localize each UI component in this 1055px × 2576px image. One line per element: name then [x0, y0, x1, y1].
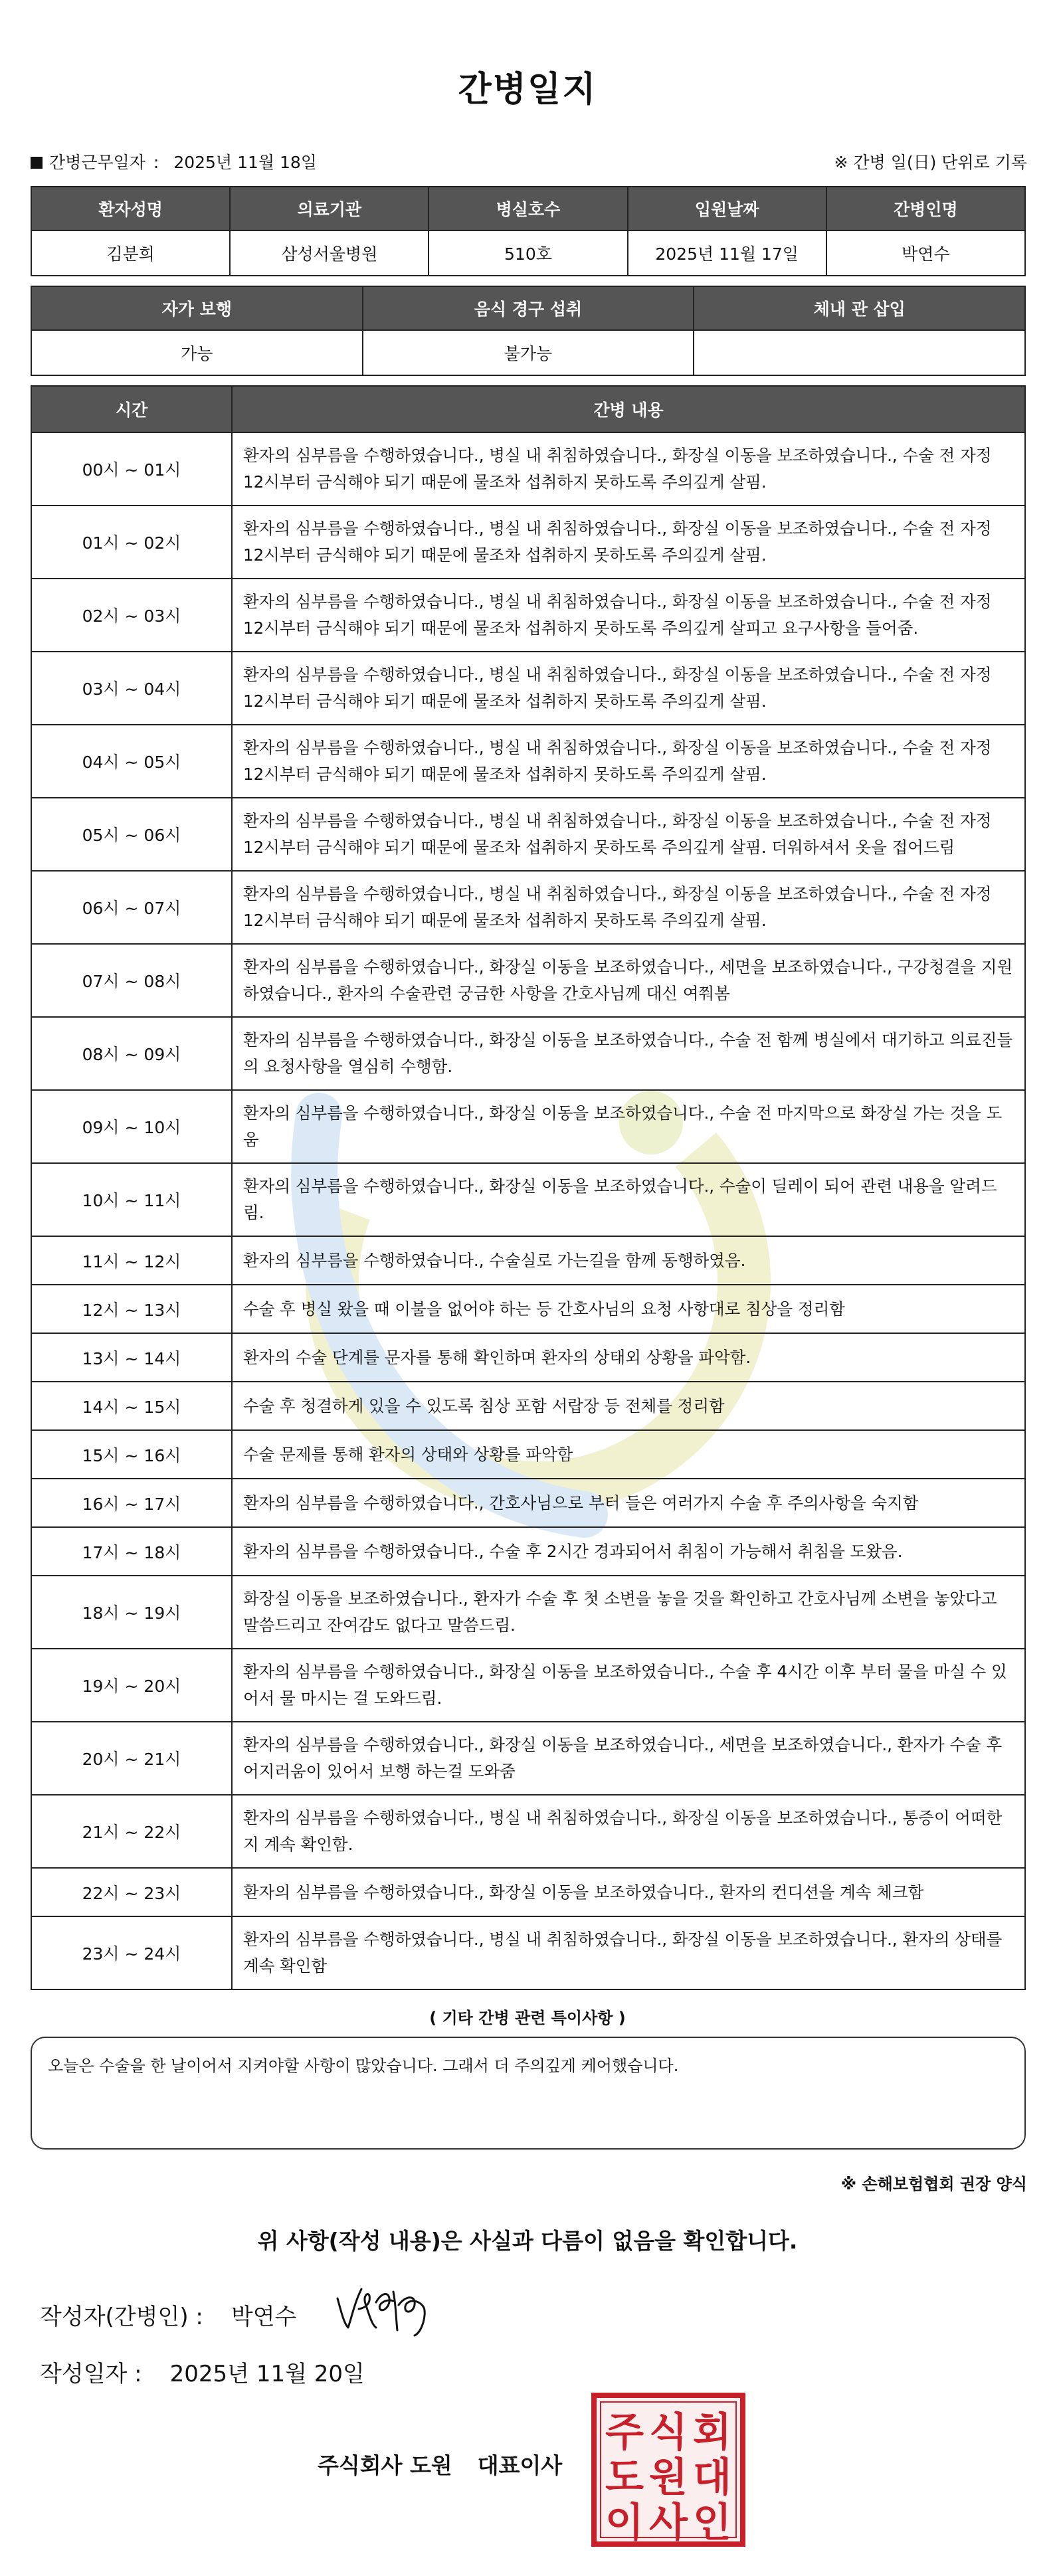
- confirmation-statement: 위 사항(작성 내용)은 사실과 다름이 없음을 확인합니다.: [257, 2228, 798, 2254]
- row-time: 03시 ~ 04시: [31, 652, 232, 725]
- written-date-label: 작성일자 :: [40, 2361, 142, 2387]
- table-row: [31, 432, 1025, 506]
- writer-label: 작성자(간병인) :: [40, 2304, 203, 2330]
- row-time: 01시 ~ 02시: [31, 506, 232, 579]
- table-row: [31, 1236, 1025, 1285]
- row-content: 환자의 심부름을 수행하였습니다., 병실 내 취침하였습니다., 화장실 이동을 보조하였습니다., 통증이 어떠한지 계속 확인함.: [232, 1795, 1025, 1868]
- row-time: 21시 ~ 22시: [31, 1795, 232, 1868]
- row-content: 환자의 심부름을 수행하였습니다., 간호사님으로 부터 들은 여러가지 수술 후 주의사항을 숙지함: [232, 1479, 1025, 1527]
- row-content: 환자의 심부름을 수행하였습니다., 수술실로 가는길을 함께 동행하였음.: [232, 1236, 1025, 1285]
- work-date-colon: :: [153, 153, 159, 172]
- row-content: 환자의 심부름을 수행하였습니다., 화장실 이동을 보조하였습니다., 세면을 보조하였습니다., 구강청결을 지원하였습니다., 환자의 수술관련 궁금한 사항을 간호사님께 대신 여쭤봄: [232, 944, 1025, 1017]
- square-bullet-icon: [31, 157, 43, 169]
- row-time: 20시 ~ 21시: [31, 1722, 232, 1795]
- caregiver-value: 박연수: [826, 230, 1025, 276]
- work-date-value: 2025년 11월 18일: [173, 153, 317, 172]
- row-time: 10시 ~ 11시: [31, 1163, 232, 1236]
- row-content: 환자의 심부름을 수행하였습니다., 화장실 이동을 보조하였습니다., 세면을 보조하였습니다., 환자가 수술 후 어지러움이 있어서 보행 하는걸 도와줌: [232, 1722, 1025, 1795]
- tube-value: [694, 330, 1025, 375]
- table-row: [31, 506, 1025, 579]
- table-row: [31, 1163, 1025, 1236]
- table-row: [31, 579, 1025, 652]
- admission-date-value: 2025년 11월 17일: [628, 230, 826, 276]
- patient-info-header-row: [31, 187, 1025, 230]
- table-row: [31, 1722, 1025, 1795]
- handwritten-signature-icon: [332, 2272, 438, 2338]
- table-row: [31, 1090, 1025, 1163]
- row-content: 환자의 심부름을 수행하였습니다., 병실 내 취침하였습니다., 화장실 이동을 보조하였습니다., 수술 전 자정 12시부터 금식해야 되기 때문에 물조차 섭취하지 못하도록 주의깊게 살핌.: [232, 725, 1025, 798]
- row-time: 14시 ~ 15시: [31, 1382, 232, 1430]
- table-row: [31, 798, 1025, 871]
- table-row: [31, 1795, 1025, 1868]
- written-date-value: 2025년 11월 20일: [169, 2361, 365, 2387]
- svg-text:회: 회: [693, 2409, 731, 2456]
- row-content: 환자의 심부름을 수행하였습니다., 수술 후 2시간 경과되어서 취침이 가능해서 취침을 도왔음.: [232, 1527, 1025, 1576]
- row-time: 18시 ~ 19시: [31, 1576, 232, 1649]
- table-row: [31, 725, 1025, 798]
- svg-text:주: 주: [605, 2409, 644, 2456]
- row-content: 환자의 심부름을 수행하였습니다., 화장실 이동을 보조하였습니다., 수술이 딜레이 되어 관련 내용을 알려드림.: [232, 1163, 1025, 1236]
- row-content: 수술 후 청결하게 있을 수 있도록 침상 포함 서랍장 등 전체를 정리함: [232, 1382, 1025, 1430]
- writer-name: 박연수: [231, 2304, 297, 2330]
- row-content: 환자의 심부름을 수행하였습니다., 병실 내 취침하였습니다., 화장실 이동을 보조하였습니다., 수술 전 자정 12시부터 금식해야 되기 때문에 물조차 섭취하지 못하도록 주의깊게 살피고 요구사항을 들어줌.: [232, 579, 1025, 652]
- row-time: 04시 ~ 05시: [31, 725, 232, 798]
- row-content: 환자의 심부름을 수행하였습니다., 병실 내 취침하였습니다., 화장실 이동을 보조하였습니다., 수술 전 자정 12시부터 금식해야 되기 때문에 물조차 섭취하지 못하도록 주의깊게 살핌.: [232, 506, 1025, 579]
- patient-info-table: [31, 186, 1026, 276]
- patient-name-value: 김분희: [31, 230, 230, 276]
- row-time: 11시 ~ 12시: [31, 1236, 232, 1285]
- patient-info-value-row: [31, 230, 1025, 276]
- caregiver-header: 간병인명: [826, 187, 1025, 230]
- table-row: [31, 1649, 1025, 1722]
- table-row: [31, 1017, 1025, 1090]
- row-time: 16시 ~ 17시: [31, 1479, 232, 1527]
- row-content: 환자의 수술 단계를 문자를 통해 확인하며 환자의 상태외 상황을 파악함.: [232, 1333, 1025, 1382]
- patient-status-table: [31, 286, 1026, 376]
- admission-date-header: 입원날짜: [628, 187, 826, 230]
- room-value: 510호: [429, 230, 627, 276]
- table-row: [31, 652, 1025, 725]
- patient-name-header: 환자성명: [31, 187, 230, 230]
- oral-intake-header: 음식 경구 섭취: [363, 286, 694, 330]
- svg-text:도: 도: [605, 2454, 644, 2501]
- row-time: 23시 ~ 24시: [31, 1916, 232, 1989]
- svg-text:인: 인: [693, 2500, 731, 2546]
- special-notes-box: [31, 2037, 1026, 2150]
- row-time: 17시 ~ 18시: [31, 1527, 232, 1576]
- table-row: [31, 1430, 1025, 1479]
- work-date-label: 간병근무일자: [49, 153, 145, 172]
- hospital-header: 의료기관: [230, 187, 429, 230]
- row-content: 화장실 이동을 보조하였습니다., 환자가 수술 후 첫 소변을 놓을 것을 확인하고 간호사님께 소변을 놓았다고 말씀드리고 잔여감도 없다고 말씀드림.: [232, 1576, 1025, 1649]
- row-time: 06시 ~ 07시: [31, 871, 232, 944]
- page-title: 간병일지: [458, 70, 597, 110]
- row-content: 환자의 심부름을 수행하였습니다., 병실 내 취침하였습니다., 화장실 이동을 보조하였습니다., 환자의 상태를 계속 확인함: [232, 1916, 1025, 1989]
- table-row: [31, 1576, 1025, 1649]
- care-log-table: [31, 385, 1026, 1990]
- row-content: 환자의 심부름을 수행하였습니다., 화장실 이동을 보조하였습니다., 수술 전 마지막으로 화장실 가는 것을 도움: [232, 1090, 1025, 1163]
- table-row: [31, 1479, 1025, 1527]
- oral-intake-value: 불가능: [363, 330, 694, 375]
- row-content: 수술 후 병실 왔을 때 이불을 없어야 하는 등 간호사님의 요청 사항대로 침상을 정리함: [232, 1285, 1025, 1333]
- row-content: 환자의 심부름을 수행하였습니다., 병실 내 취침하였습니다., 화장실 이동을 보조하였습니다., 수술 전 자정 12시부터 금식해야 되기 때문에 물조차 섭취하지 못하도록 주의깊게 살핌.: [232, 432, 1025, 506]
- row-content: 환자의 심부름을 수행하였습니다., 화장실 이동을 보조하였습니다., 환자의 컨디션을 계속 체크함: [232, 1868, 1025, 1916]
- time-header: 시간: [31, 386, 232, 432]
- row-content: 환자의 심부름을 수행하였습니다., 병실 내 취침하였습니다., 화장실 이동을 보조하였습니다., 수술 전 자정 12시부터 금식해야 되기 때문에 물조차 섭취하지 못하도록 주의깊게 살핌. 더워하셔서 옷을 접어드림: [232, 798, 1025, 871]
- status-header-row: [31, 286, 1025, 330]
- table-row: [31, 1285, 1025, 1333]
- work-date: [31, 149, 317, 173]
- tube-header: 체내 관 삽입: [694, 286, 1025, 330]
- company-name: 주식회사 도원: [318, 2452, 452, 2478]
- row-time: 09시 ~ 10시: [31, 1090, 232, 1163]
- row-content: 환자의 심부름을 수행하였습니다., 병실 내 취침하였습니다., 화장실 이동을 보조하였습니다., 수술 전 자정 12시부터 금식해야 되기 때문에 물조차 섭취하지 못하도록 주의깊게 살핌.: [232, 652, 1025, 725]
- svg-text:식: 식: [649, 2409, 688, 2456]
- row-time: 07시 ~ 08시: [31, 944, 232, 1017]
- walking-value: 가능: [31, 330, 363, 375]
- table-row: [31, 944, 1025, 1017]
- special-notes-title: ( 기타 간병 관련 특이사항 ): [429, 2009, 626, 2027]
- row-time: 02시 ~ 03시: [31, 579, 232, 652]
- row-time: 15시 ~ 16시: [31, 1430, 232, 1479]
- written-date-line: [40, 2355, 365, 2388]
- unit-note: ※ 간병 일(日) 단위로 기록: [834, 153, 1027, 172]
- row-time: 00시 ~ 01시: [31, 432, 232, 506]
- svg-text:사: 사: [649, 2500, 688, 2546]
- row-time: 08시 ~ 09시: [31, 1017, 232, 1090]
- table-row: [31, 1916, 1025, 1989]
- table-row: [31, 1527, 1025, 1576]
- row-time: 05시 ~ 06시: [31, 798, 232, 871]
- table-row: [31, 1868, 1025, 1916]
- company-seal-icon: [590, 2391, 747, 2548]
- care-log-header-row: [31, 386, 1025, 432]
- ceo-title: 대표이사: [477, 2452, 563, 2478]
- table-row: [31, 1333, 1025, 1382]
- hospital-value: 삼성서울병원: [230, 230, 429, 276]
- table-row: [31, 871, 1025, 944]
- svg-text:대: 대: [693, 2454, 731, 2501]
- row-content: 수술 문제를 통해 환자의 상태와 상황를 파악함: [232, 1430, 1025, 1479]
- writer-line: [40, 2298, 296, 2331]
- special-notes-text: 오늘은 수술을 한 날이어서 지켜야할 사항이 많았습니다. 그래서 더 주의깊게 케어했습니다.: [48, 2057, 679, 2075]
- walking-header: 자가 보행: [31, 286, 363, 330]
- company-line: [318, 2448, 562, 2480]
- svg-text:이: 이: [605, 2500, 644, 2546]
- form-source-note: ※ 손해보험협회 권장 양식: [840, 2175, 1027, 2193]
- row-time: 12시 ~ 13시: [31, 1285, 232, 1333]
- row-time: 19시 ~ 20시: [31, 1649, 232, 1722]
- svg-text:원: 원: [649, 2454, 688, 2501]
- row-content: 환자의 심부름을 수행하였습니다., 화장실 이동을 보조하였습니다., 수술 후 4시간 이후 부터 물을 마실 수 있어서 물 마시는 걸 도와드림.: [232, 1649, 1025, 1722]
- row-time: 22시 ~ 23시: [31, 1868, 232, 1916]
- row-content: 환자의 심부름을 수행하였습니다., 병실 내 취침하였습니다., 화장실 이동을 보조하였습니다., 수술 전 자정 12시부터 금식해야 되기 때문에 물조차 섭취하지 못하도록 주의깊게 살핌.: [232, 871, 1025, 944]
- status-value-row: [31, 330, 1025, 375]
- row-time: 13시 ~ 14시: [31, 1333, 232, 1382]
- room-header: 병실호수: [429, 187, 627, 230]
- row-content: 환자의 심부름을 수행하였습니다., 화장실 이동을 보조하였습니다., 수술 전 함께 병실에서 대기하고 의료진들의 요청사항을 열심히 수행함.: [232, 1017, 1025, 1090]
- content-header: 간병 내용: [232, 386, 1025, 432]
- table-row: [31, 1382, 1025, 1430]
